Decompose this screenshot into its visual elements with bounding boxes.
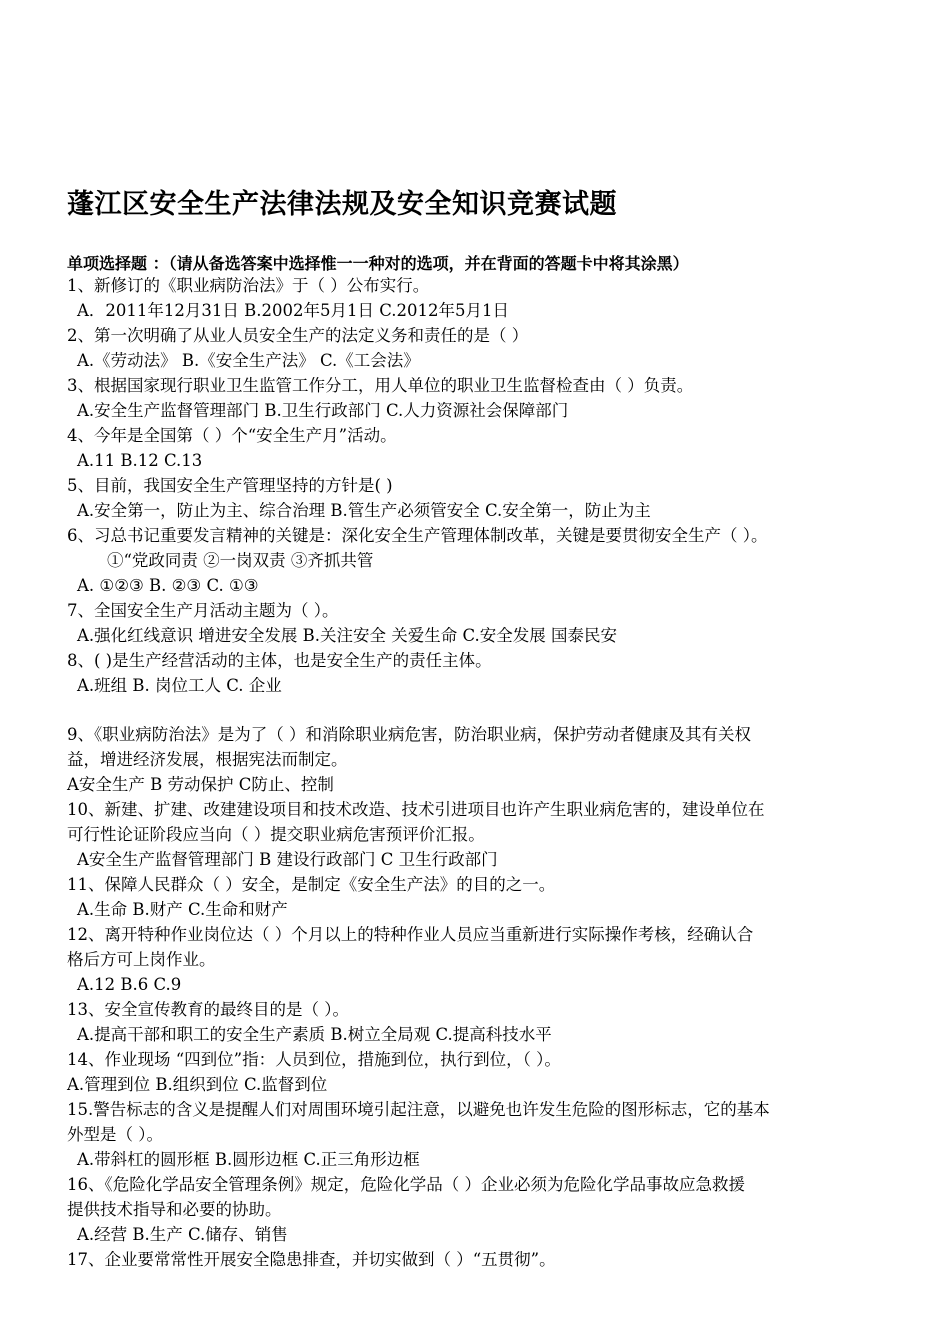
options-11: A.生命 B.财产 C.生命和财产 <box>77 900 288 919</box>
question-16-cont: 提供技术指导和必要的协助。 <box>67 1200 282 1219</box>
options-4: A.11 B.12 C.13 <box>77 451 203 470</box>
options-6: A. ①②③ B. ②③ C. ①③ <box>77 576 259 595</box>
question-12: 12、离开特种作业岗位达（ ）个月以上的特种作业人员应当重新进行实际操作考核，经确认合 <box>67 925 754 944</box>
question-6-items: ①“党政同责 ②一岗双责 ③齐抓共管 <box>107 551 374 570</box>
question-12-cont: 格后方可上岗作业。 <box>67 950 216 969</box>
question-11: 11、保障人民群众（ ）安全，是制定《安全生产法》的目的之一。 <box>67 875 556 894</box>
question-15-cont: 外型是（ ）。 <box>67 1125 163 1144</box>
question-17: 17、企业要常常性开展安全隐患排查，并切实做到（ ）“五贯彻”。 <box>67 1250 556 1269</box>
options-15: A.带斜杠的圆形框 B.圆形边框 C.正三角形边框 <box>77 1150 420 1169</box>
question-13: 13、安全宣传教育的最终目的是（ ）。 <box>67 1000 349 1019</box>
options-3: A.安全生产监督管理部门 B.卫生行政部门 C.人力资源社会保障部门 <box>77 401 569 420</box>
question-3: 3、根据国家现行职业卫生监管工作分工，用人单位的职业卫生监督检查由（ ）负责。 <box>67 376 694 395</box>
options-8: A.班组 B. 岗位工人 C. 企业 <box>77 676 282 695</box>
options-16: A.经营 B.生产 C.储存、销售 <box>77 1225 288 1244</box>
section-instructions: 单项选择题 ：（请从备选答案中选择惟一一种对的选项，并在背面的答题卡中将其涂黑） <box>67 254 689 273</box>
options-7: A.强化红线意识 增进安全发展 B.关注安全 关爱生命 C.安全发展 国泰民安 <box>77 626 618 645</box>
options-14: A.管理到位 B.组织到位 C.监督到位 <box>67 1075 328 1094</box>
question-1: 1、新修订的《职业病防治法》于（ ）公布实行。 <box>67 276 430 295</box>
question-7: 7、全国安全生产月活动主题为（ ）。 <box>67 601 339 620</box>
question-10: 10、新建、扩建、改建建设项目和技术改造、技术引进项目也许产生职业病危害的，建设单位在 <box>67 800 765 819</box>
question-4: 4、今年是全国第（ ）个“安全生产月”活动。 <box>67 426 397 445</box>
options-1: A．2011年12月31日 B.2002年5月1日 C.2012年5月1日 <box>77 301 510 320</box>
question-16: 16、《危险化学品安全管理条例》规定，危险化学品（ ）企业必须为危险化学品事故应急救援 <box>67 1175 745 1194</box>
options-2: A.《劳动法》 B.《安全生产法》 C.《工会法》 <box>77 351 420 370</box>
question-6: 6、习总书记重要发言精神的关键是：深化安全生产管理体制改革，关键是要贯彻安全生产（ ）。 <box>67 526 768 545</box>
question-14: 14、作业现场 “四到位”指：人员到位，措施到位，执行到位，（ ）。 <box>67 1050 561 1069</box>
options-5: A.安全第一，防止为主、综合治理 B.管生产必须管安全 C.安全第一，防止为主 <box>77 501 651 520</box>
question-5: 5、目前，我国安全生产管理坚持的方针是( ) <box>67 476 393 495</box>
question-9-cont: 益，增进经济发展，根据宪法而制定。 <box>67 750 348 769</box>
options-10: A安全生产监督管理部门 B 建设行政部门 C 卫生行政部门 <box>77 850 498 869</box>
options-12: A.12 B.6 C.9 <box>77 975 182 994</box>
question-2: 2、第一次明确了从业人员安全生产的法定义务和责任的是（ ） <box>67 326 529 345</box>
question-15: 15.警告标志的含义是提醒人们对周围环境引起注意，以避免也许发生危险的图形标志，它的基本 <box>67 1100 770 1119</box>
question-9: 9、《职业病防治法》是为了（ ）和消除职业病危害，防治职业病，保护劳动者健康及其有关权 <box>67 725 751 744</box>
page-title: 蓬江区安全生产法律法规及安全知识竞赛试题 <box>67 189 617 220</box>
options-13: A.提高干部和职工的安全生产素质 B.树立全局观 C.提高科技水平 <box>77 1025 552 1044</box>
question-8: 8、( )是生产经营活动的主体，也是安全生产的责任主体。 <box>67 651 492 670</box>
options-9: A安全生产 B 劳动保护 C防止、控制 <box>67 775 334 794</box>
question-10-cont: 可行性论证阶段应当向（ ）提交职业病危害预评价汇报。 <box>67 825 485 844</box>
